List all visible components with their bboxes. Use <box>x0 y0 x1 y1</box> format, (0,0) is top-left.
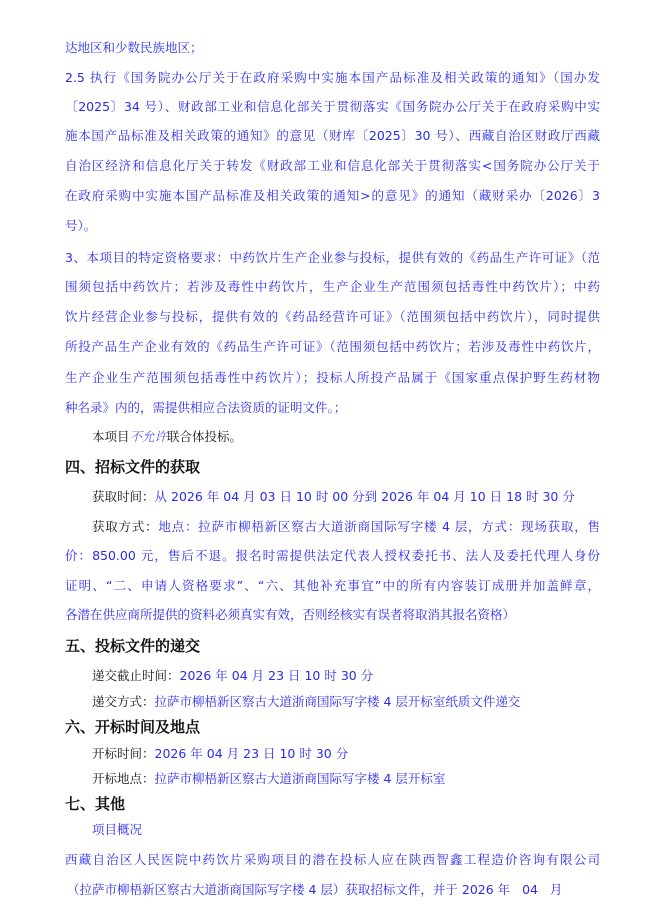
consortium-value: 不允许 <box>129 429 168 444</box>
text-line: （拉萨市柳梧新区察古大道浙商国际写字楼 4 层）获取招标文件，并于 2026 年 04 月 <box>67 882 563 897</box>
text-line: 在政府采购中实施本国产品标准及相关政策的通知>的意见》的通知（藏财采办〔2026〕3 <box>65 188 600 203</box>
text-line: 2.5 执行《国务院办公厅关于在政府采购中实施本国产品标准及相关政策的通知》（国办发 <box>65 70 600 85</box>
consortium-line <box>92 429 242 445</box>
acquire-method-line <box>92 519 600 535</box>
label: 递交方式： <box>92 694 155 709</box>
text-line: 围须包括中药饮片；若涉及毒性中药饮片，生产企业生产范围须包括毒性中药饮片）；中药 <box>65 279 600 294</box>
text-line: 3、本项目的特定资格要求：中药饮片生产企业参与投标，提供有效的《药品生产许可证》（范 <box>65 250 600 265</box>
text-line: 号）。 <box>65 218 97 233</box>
consortium-prefix: 本项目 <box>92 429 130 444</box>
text-line: 生产企业生产范围须包括毒性中药饮片）；投标人所投产品属于《国家重点保护野生药材物 <box>65 370 600 385</box>
text-line: 种名录》内的，需提供相应合法资质的证明文件。； <box>65 400 347 415</box>
label: 开标时间： <box>92 746 155 761</box>
value: 2026 年 04 月 23 日 10 时 30 分 <box>154 746 349 761</box>
text-line: 达地区和少数民族地区； <box>65 40 203 55</box>
text-line: 饮片经营企业参与投标，提供有效的《药品经营许可证》（范围须包括中药饮片），同时提供 <box>65 309 600 324</box>
label: 开标地点： <box>92 771 155 786</box>
text-line: 自治区经济和信息化厅关于转发《财政部工业和信息化部关于贯彻落实<国务院办公厅关于 <box>65 158 600 173</box>
value: 拉萨市柳梧新区察古大道浙商国际写字楼 4 层开标室纸质文件递交 <box>154 694 521 709</box>
value: 拉萨市柳梧新区察古大道浙商国际写字楼 4 层开标室 <box>154 771 446 786</box>
text-line: 〔2025〕34 号）、财政部工业和信息化部关于贯彻落实《国务院办公厅关于在政府采购中实 <box>65 99 600 114</box>
opening-time-line <box>92 746 348 762</box>
section-heading: 六、开标时间及地点 <box>65 718 201 736</box>
text-line: 施本国产品标准及相关政策的通知》的意见（财库〔2025〕30 号）、西藏自治区财政厅西藏 <box>65 128 600 143</box>
section-heading: 四、招标文件的获取 <box>65 458 201 476</box>
value: 从 2026 年 04 月 03 日 10 时 00 分到 2026 年 04 月 10 日 18 时 30 分 <box>154 489 575 504</box>
label: 获取方式： <box>92 519 159 534</box>
label: 获取时间： <box>92 489 155 504</box>
text-line: 价：850.00 元，售后不退。报名时需提供法定代表人授权委托书、法人及委托代理人身份 <box>65 548 600 563</box>
text-line: 各潜在供应商所提供的资料必须真实有效，否则经核实有误者将取消其报名资格） <box>65 607 516 622</box>
subheading: 项目概况 <box>92 822 143 837</box>
section-heading: 五、投标文件的递交 <box>65 637 201 655</box>
submit-method-line <box>92 694 520 710</box>
section-heading: 七、其他 <box>65 795 126 813</box>
text-line: 证明、“二、申请人资格要求”、“六、其他补充事宜”中的所有内容装订成册并加盖鲜章， <box>65 578 600 593</box>
value: 2026 年 04 月 23 日 10 时 30 分 <box>179 668 374 683</box>
value: 地点：拉萨市柳梧新区察古大道浙商国际写字楼 4 层，方式：现场获取，售 <box>158 519 600 534</box>
deadline-line <box>92 668 373 684</box>
opening-place-line <box>92 771 445 787</box>
text-line: 西藏自治区人民医院中药饮片采购项目的潜在投标人应在陕西智鑫工程造价咨询有限公司 <box>65 852 600 867</box>
label: 递交截止时间： <box>92 668 180 683</box>
acquire-time-line <box>92 489 575 505</box>
consortium-suffix: 联合体投标。 <box>167 429 243 444</box>
text-line: 所投产品生产企业有效的《药品生产许可证》（范围须包括中药饮片；若涉及毒性中药饮片， <box>65 339 600 354</box>
